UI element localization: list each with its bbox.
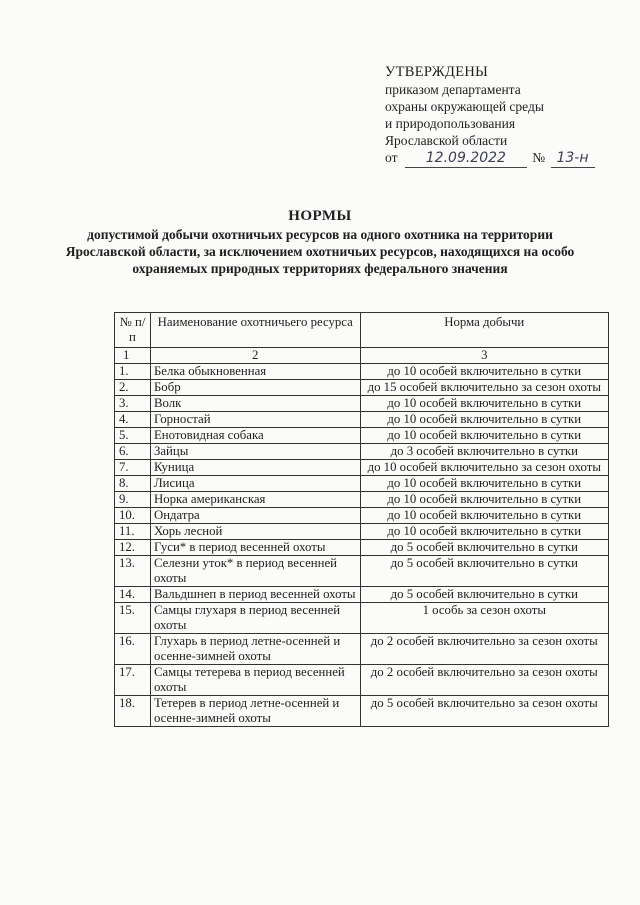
approval-heading: УТВЕРЖДЕНЫ [385, 64, 489, 80]
resource-name: Селезни уток* в период весенней охоты [150, 556, 360, 587]
document-title [0, 206, 640, 277]
number-sign: № [532, 150, 546, 165]
table-row [115, 587, 609, 603]
harvest-norm: до 5 особей включительно в сутки [360, 556, 608, 587]
harvest-norm: до 10 особей включительно в сутки [360, 364, 608, 380]
row-number: 13. [115, 556, 151, 587]
row-number: 2. [115, 380, 151, 396]
harvest-norm: до 10 особей включительно в сутки [360, 428, 608, 444]
table-row [115, 556, 609, 587]
harvest-norm: до 3 особей включительно в сутки [360, 444, 608, 460]
row-number: 5. [115, 428, 151, 444]
harvest-norm: до 10 особей включительно в сутки [360, 524, 608, 540]
row-number: 17. [115, 665, 151, 696]
row-number: 7. [115, 460, 151, 476]
table-row [115, 396, 609, 412]
row-number: 1. [115, 364, 151, 380]
date-prefix: от [385, 150, 398, 165]
resource-name: Самцы глухаря в период весенней охоты [150, 603, 360, 634]
approval-line: приказом департамента [385, 82, 521, 97]
row-number: 16. [115, 634, 151, 665]
table-row [115, 696, 609, 727]
resource-name: Лисица [150, 476, 360, 492]
header-resource: Наименование охотничьего ресурса [150, 313, 360, 348]
row-number: 15. [115, 603, 151, 634]
header-number: № п/п [115, 313, 151, 348]
table-row [115, 412, 609, 428]
table-row [115, 634, 609, 665]
table-row [115, 460, 609, 476]
row-number: 9. [115, 492, 151, 508]
row-number: 10. [115, 508, 151, 524]
resource-name: Гуси* в период весенней охоты [150, 540, 360, 556]
table-row [115, 492, 609, 508]
table-row [115, 476, 609, 492]
approval-line: охраны окружающей среды [385, 99, 544, 114]
resource-name: Хорь лесной [150, 524, 360, 540]
row-number: 4. [115, 412, 151, 428]
index-cell: 3 [360, 348, 608, 364]
approval-line: Ярославской области [385, 133, 508, 148]
row-number: 8. [115, 476, 151, 492]
row-number: 3. [115, 396, 151, 412]
resource-name: Горностай [150, 412, 360, 428]
harvest-norm: до 10 особей включительно в сутки [360, 412, 608, 428]
resource-name: Бобр [150, 380, 360, 396]
resource-name: Куница [150, 460, 360, 476]
table-header-row [115, 313, 609, 348]
column-index-row [115, 348, 609, 364]
table-row [115, 540, 609, 556]
approval-stamp [385, 64, 625, 168]
table-row [115, 364, 609, 380]
approval-date-line [385, 149, 625, 168]
harvest-norm: до 5 особей включительно за сезон охоты [360, 696, 608, 727]
row-number: 12. [115, 540, 151, 556]
harvest-norm: до 15 особей включительно за сезон охоты [360, 380, 608, 396]
harvest-norm: до 10 особей включительно в сутки [360, 492, 608, 508]
row-number: 14. [115, 587, 151, 603]
harvest-norm: до 10 особей включительно за сезон охоты [360, 460, 608, 476]
resource-name: Зайцы [150, 444, 360, 460]
harvest-norm: до 2 особей включительно за сезон охоты [360, 665, 608, 696]
harvest-norm: 1 особь за сезон охоты [360, 603, 608, 634]
index-cell: 1 [115, 348, 151, 364]
row-number: 18. [115, 696, 151, 727]
approval-line: и природопользования [385, 116, 516, 131]
table-row [115, 665, 609, 696]
resource-name: Ондатра [150, 508, 360, 524]
table-row [115, 428, 609, 444]
harvest-norm: до 5 особей включительно в сутки [360, 587, 608, 603]
handwritten-date: 12.09.2022 [405, 150, 527, 168]
resource-name: Самцы тетерева в период весенней охоты [150, 665, 360, 696]
row-number: 11. [115, 524, 151, 540]
harvest-norm: до 10 особей включительно в сутки [360, 476, 608, 492]
resource-name: Вальдшнеп в период весенней охоты [150, 587, 360, 603]
resource-name: Норка американская [150, 492, 360, 508]
resource-name: Глухарь в период летне-осенней и осенне-зимней охоты [150, 634, 360, 665]
table-row [115, 524, 609, 540]
title-subtitle: допустимой добычи охотничьих ресурсов на одного охотника на территории Ярославской области, за исключением охотничьих ресурсов, находящихся на особо охраняемых природных территориях федерального значения [65, 227, 575, 276]
table-row [115, 444, 609, 460]
norms-table [114, 312, 609, 727]
table-row [115, 380, 609, 396]
resource-name: Тетерев в период летне-осенней и осенне-зимней охоты [150, 696, 360, 727]
table-row [115, 603, 609, 634]
harvest-norm: до 10 особей включительно в сутки [360, 396, 608, 412]
resource-name: Волк [150, 396, 360, 412]
resource-name: Енотовидная собака [150, 428, 360, 444]
index-cell: 2 [150, 348, 360, 364]
harvest-norm: до 5 особей включительно в сутки [360, 540, 608, 556]
harvest-norm: до 10 особей включительно в сутки [360, 508, 608, 524]
row-number: 6. [115, 444, 151, 460]
header-norm: Норма добычи [360, 313, 608, 348]
title-main: НОРМЫ [288, 208, 352, 224]
table-row [115, 508, 609, 524]
resource-name: Белка обыкновенная [150, 364, 360, 380]
handwritten-number: 13-н [551, 150, 595, 168]
harvest-norm: до 2 особей включительно за сезон охоты [360, 634, 608, 665]
